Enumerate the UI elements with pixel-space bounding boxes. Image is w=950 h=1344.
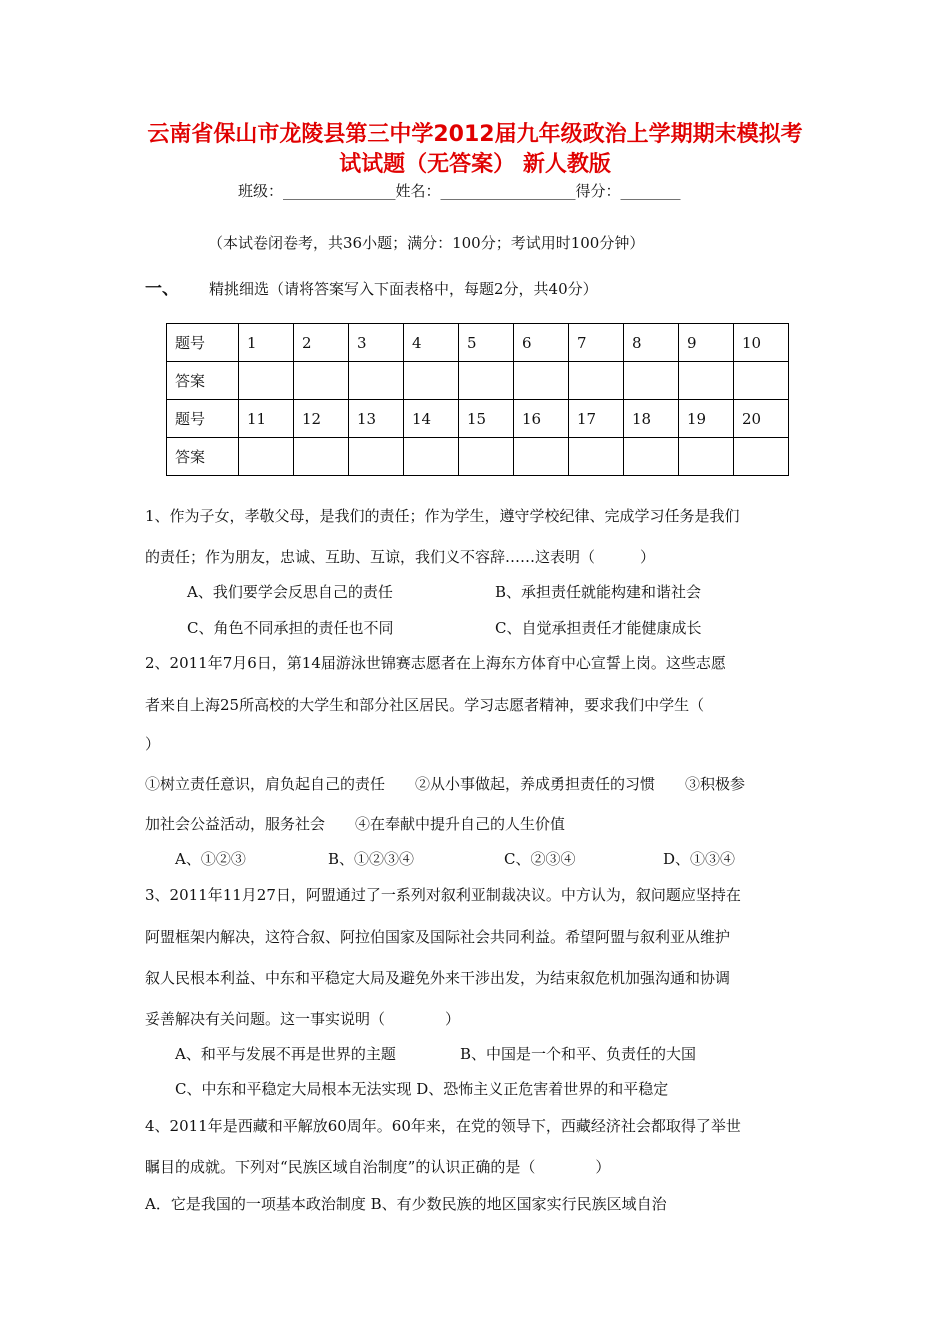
table-row bbox=[167, 324, 789, 362]
section-number: 一、 bbox=[145, 279, 179, 299]
q3-stem-line1: 3、2011年11月27日，阿盟通过了一系列对叙利亚制裁决议。中方认为，叙问题应坚持在 bbox=[145, 886, 741, 904]
exam-note: （本试卷闭卷考，共36小题；满分：100分；考试用时100分钟） bbox=[208, 234, 645, 252]
q3-option-a[interactable]: A、和平与发展不再是世界的主题 bbox=[175, 1045, 396, 1063]
table-cell: 6 bbox=[514, 324, 569, 362]
q1-stem-line2: 的责任；作为朋友，忠诚、互助、互谅，我们义不容辞……这表明（ ） bbox=[145, 548, 656, 566]
section-1-heading bbox=[145, 278, 598, 300]
answer-cell[interactable] bbox=[349, 438, 404, 476]
table-cell: 7 bbox=[569, 324, 624, 362]
table-cell: 17 bbox=[569, 400, 624, 438]
student-info-line: 班级：_______________姓名：__________________得分：________ bbox=[238, 182, 681, 200]
table-cell: 9 bbox=[679, 324, 734, 362]
q1-option-b[interactable]: B、承担责任就能构建和谐社会 bbox=[495, 583, 702, 601]
table-cell: 19 bbox=[679, 400, 734, 438]
answer-cell[interactable] bbox=[514, 362, 569, 400]
table-cell: 12 bbox=[294, 400, 349, 438]
answer-cell[interactable] bbox=[514, 438, 569, 476]
q4-stem-line1: 4、2011年是西藏和平解放60周年。60年来，在党的领导下，西藏经济社会都取得了举世 bbox=[145, 1117, 741, 1135]
answer-cell[interactable] bbox=[294, 438, 349, 476]
table-cell: 15 bbox=[459, 400, 514, 438]
answer-cell[interactable] bbox=[624, 362, 679, 400]
table-row bbox=[167, 438, 789, 476]
table-cell: 题号 bbox=[167, 324, 239, 362]
table-cell: 18 bbox=[624, 400, 679, 438]
table-cell: 题号 bbox=[167, 400, 239, 438]
q2-option-b[interactable]: B、①②③④ bbox=[328, 850, 415, 868]
q2-option-c[interactable]: C、②③④ bbox=[504, 850, 576, 868]
table-cell: 5 bbox=[459, 324, 514, 362]
q2-option-d[interactable]: D、①③④ bbox=[663, 850, 736, 868]
table-cell: 2 bbox=[294, 324, 349, 362]
answer-cell[interactable] bbox=[679, 438, 734, 476]
q4-option-ab[interactable]: A．它是我国的一项基本政治制度 B、有少数民族的地区国家实行民族区域自治 bbox=[145, 1195, 667, 1213]
answer-cell[interactable] bbox=[624, 438, 679, 476]
table-row bbox=[167, 362, 789, 400]
q3-option-cd[interactable]: C、中东和平稳定大局根本无法实现 D、恐怖主义正危害着世界的和平稳定 bbox=[175, 1080, 669, 1098]
q2-stem-line3: ） bbox=[145, 735, 161, 753]
answer-cell[interactable] bbox=[239, 362, 294, 400]
table-cell: 11 bbox=[239, 400, 294, 438]
answer-table bbox=[166, 323, 789, 476]
q1-stem-line1: 1、作为子女，孝敬父母，是我们的责任；作为学生，遵守学校纪律、完成学习任务是我们 bbox=[145, 507, 740, 525]
q3-option-b[interactable]: B、中国是一个和平、负责任的大国 bbox=[460, 1045, 697, 1063]
table-cell: 14 bbox=[404, 400, 459, 438]
q3-stem-line2: 阿盟框架内解决，这符合叙、阿拉伯国家及国际社会共同利益。希望阿盟与叙利亚从维护 bbox=[145, 928, 731, 946]
q1-option-a[interactable]: A、我们要学会反思自己的责任 bbox=[187, 583, 393, 601]
table-cell: 3 bbox=[349, 324, 404, 362]
q2-stem-line2: 者来自上海25所高校的大学生和部分社区居民。学习志愿者精神，要求我们中学生（ bbox=[145, 696, 705, 714]
q3-stem-line3: 叙人民根本利益、中东和平稳定大局及避免外来干涉出发，为结束叙危机加强沟通和协调 bbox=[145, 969, 731, 987]
answer-cell[interactable] bbox=[349, 362, 404, 400]
document-title-line2: 试试题（无答案） 新人教版 bbox=[339, 152, 611, 177]
q1-option-c[interactable]: C、角色不同承担的责任也不同 bbox=[187, 619, 394, 637]
answer-cell[interactable] bbox=[734, 362, 789, 400]
answer-cell[interactable] bbox=[404, 438, 459, 476]
section-instructions: 精挑细选（请将答案写入下面表格中，每题2分，共40分） bbox=[209, 280, 598, 298]
q3-stem-line4: 妥善解决有关问题。这一事实说明（ ） bbox=[145, 1010, 461, 1028]
table-row bbox=[167, 400, 789, 438]
answer-cell[interactable] bbox=[294, 362, 349, 400]
q2-option-a[interactable]: A、①②③ bbox=[175, 850, 246, 868]
table-cell: 16 bbox=[514, 400, 569, 438]
document-title-line1: 云南省保山市龙陵县第三中学2012届九年级政治上学期期末模拟考 bbox=[147, 122, 803, 147]
q1-option-d[interactable]: C、自觉承担责任才能健康成长 bbox=[495, 619, 702, 637]
q2-stem-line4: ①树立责任意识，肩负起自己的责任 ②从小事做起，养成勇担责任的习惯 ③积极参 bbox=[145, 775, 746, 793]
table-cell: 13 bbox=[349, 400, 404, 438]
answer-cell[interactable] bbox=[459, 362, 514, 400]
q2-stem-line5: 加社会公益活动，服务社会 ④在奉献中提升自己的人生价值 bbox=[145, 815, 566, 833]
table-cell: 8 bbox=[624, 324, 679, 362]
answer-cell[interactable] bbox=[404, 362, 459, 400]
answer-cell[interactable] bbox=[679, 362, 734, 400]
answer-cell[interactable] bbox=[459, 438, 514, 476]
answer-cell[interactable] bbox=[239, 438, 294, 476]
answer-cell[interactable] bbox=[569, 362, 624, 400]
table-cell: 4 bbox=[404, 324, 459, 362]
table-cell: 答案 bbox=[167, 438, 239, 476]
q4-stem-line2: 瞩目的成就。下列对“民族区域自治制度”的认识正确的是（ ） bbox=[145, 1158, 611, 1176]
q2-stem-line1: 2、2011年7月6日，第14届游泳世锦赛志愿者在上海东方体育中心宣誓上岗。这些志愿 bbox=[145, 654, 726, 672]
table-cell: 20 bbox=[734, 400, 789, 438]
table-cell: 1 bbox=[239, 324, 294, 362]
table-cell: 10 bbox=[734, 324, 789, 362]
table-cell: 答案 bbox=[167, 362, 239, 400]
answer-cell[interactable] bbox=[569, 438, 624, 476]
answer-cell[interactable] bbox=[734, 438, 789, 476]
